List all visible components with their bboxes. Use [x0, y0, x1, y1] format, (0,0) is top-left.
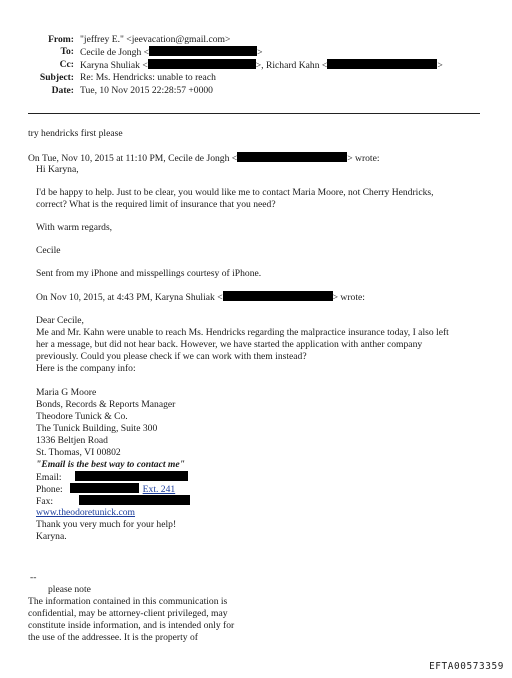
company-contact-note: "Email is the best way to contact me": [36, 459, 185, 470]
quote2-paragraph-line: Me and Mr. Kahn were unable to reach Ms. Hendricks regarding the malpractice insurance today, I also left: [36, 327, 449, 338]
redaction-box: [70, 483, 139, 493]
phone-label: Phone:: [36, 484, 63, 495]
disclaimer-line: the use of the addressee. It is the property of: [28, 632, 198, 643]
cc-value: [80, 59, 443, 72]
redaction-box: [79, 495, 190, 505]
disclaimer-line: confidential, may be attorney-client privileged, may: [28, 608, 228, 619]
website-link[interactable]: www.theodoretunick.com: [36, 507, 136, 518]
date-value: Tue, 10 Nov 2015 22:28:57 +0000: [80, 85, 213, 96]
signoff-line: Karyna.: [36, 531, 67, 542]
quote1-paragraph-line: I'd be happy to help. Just to be clear, you would like me to contact Maria Moore, not Cherry Hendricks,: [36, 187, 434, 198]
redaction-box: [149, 46, 257, 56]
date-label: Date:: [51, 85, 74, 96]
subject-label: Subject:: [39, 72, 74, 83]
cc-name-2: >, Richard Kahn <: [255, 60, 328, 71]
email-label: Email:: [36, 472, 62, 483]
quote2-paragraph-line: her a message, but did not hear back. However, we have started the application with anther company: [36, 339, 423, 350]
from-value: "jeffrey E." <jeevacation@gmail.com>: [80, 34, 231, 45]
company-contact-title: Bonds, Records & Reports Manager: [36, 399, 176, 410]
quote1-greeting: Hi Karyna,: [36, 164, 79, 175]
quote2-paragraph-line: previously. Could you please check if we can work with them instead?: [36, 351, 307, 362]
signature-dashes: --: [30, 572, 37, 583]
from-label: From:: [48, 34, 74, 45]
phone-ext-link[interactable]: Ext. 241: [142, 484, 176, 495]
quote1-paragraph-line: correct? What is the required limit of insurance that you need?: [36, 199, 276, 210]
phone-line: [36, 483, 175, 496]
quote1-name: Cecile: [36, 245, 61, 256]
redaction-box: [75, 471, 188, 481]
quote2-paragraph-line: Here is the company info:: [36, 363, 136, 374]
redaction-box: [237, 152, 347, 162]
to-name: Cecile de Jongh <: [80, 47, 150, 58]
quote1-attribution-end: > wrote:: [347, 153, 380, 164]
subject-value: Re: Ms. Hendricks: unable to reach: [80, 72, 216, 83]
quote1-attribution: [28, 152, 380, 165]
disclaimer-line: constitute inside information, and is intended only for: [28, 620, 235, 631]
quote1-sent-line: Sent from my iPhone and misspellings courtesy of iPhone.: [36, 268, 262, 279]
quote2-greeting: Dear Cecile,: [36, 315, 84, 326]
to-close: >: [257, 47, 263, 58]
redaction-box: [223, 291, 333, 301]
disclaimer-line: The information contained in this communication is: [28, 596, 228, 607]
fax-line: [36, 495, 190, 508]
document-id: EFTA00573359: [429, 661, 504, 672]
quote2-attribution: [36, 291, 365, 304]
quote1-attribution-text: On Tue, Nov 10, 2015 at 11:10 PM, Cecile de Jongh <: [28, 153, 238, 164]
header-divider: [28, 113, 480, 114]
company-street: 1336 Beltjen Road: [36, 435, 108, 446]
quote2-attribution-text: On Nov 10, 2015, at 4:43 PM, Karyna Shuliak <: [36, 292, 223, 303]
thanks-line: Thank you very much for your help!: [36, 519, 177, 530]
fax-label: Fax:: [36, 496, 54, 507]
cc-close: >: [437, 60, 443, 71]
company-building: The Tunick Building, Suite 300: [36, 423, 158, 434]
email-line: [36, 471, 188, 484]
disclaimer-heading: please note: [48, 584, 91, 595]
cc-name-1: Karyna Shuliak <: [80, 60, 148, 71]
cc-label: Cc:: [59, 59, 74, 70]
redaction-box: [148, 59, 256, 69]
company-contact-name: Maria G Moore: [36, 387, 97, 398]
to-label: To:: [60, 46, 74, 57]
quote2-attribution-end: > wrote:: [332, 292, 365, 303]
company-firm: Theodore Tunick & Co.: [36, 411, 128, 422]
company-city: St. Thomas, VI 00802: [36, 447, 121, 458]
quote1-regards: With warm regards,: [36, 222, 113, 233]
redaction-box: [327, 59, 437, 69]
reply-text: try hendricks first please: [28, 128, 123, 139]
to-value: [80, 46, 263, 59]
website-line: [36, 507, 135, 519]
